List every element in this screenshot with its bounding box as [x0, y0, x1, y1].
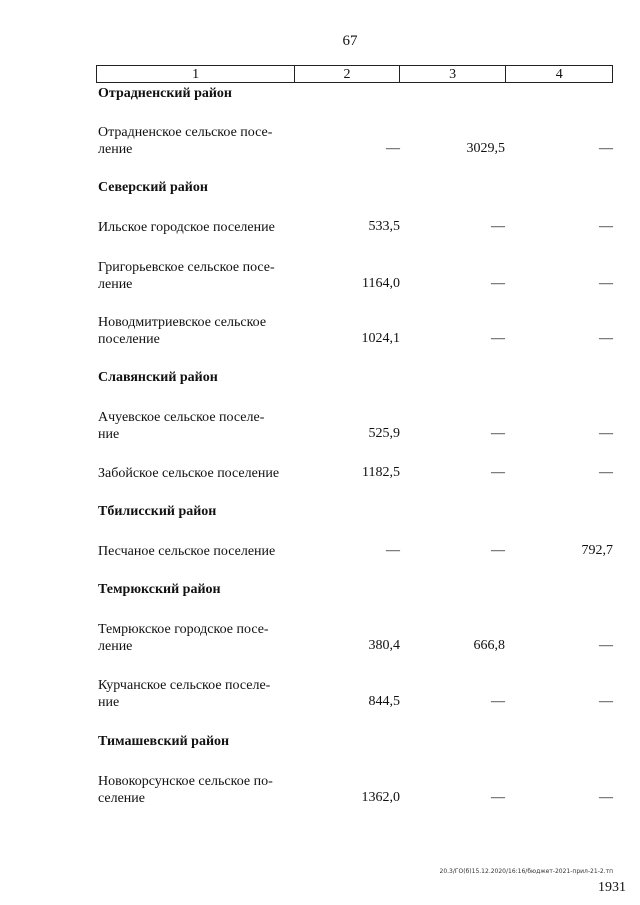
value-col-2: 1024,1 [361, 331, 400, 346]
value-col-4: — [599, 465, 613, 480]
column-header-4: 4 [555, 67, 563, 82]
value-col-3: 666,8 [473, 638, 505, 653]
value-col-4: — [599, 790, 613, 805]
value-col-3: — [491, 219, 505, 234]
value-col-2: — [386, 543, 400, 558]
value-col-2: — [386, 141, 400, 156]
district-title: Отрадненский район [98, 86, 232, 101]
settlement-name: Курчанское сельское поселе- ние [98, 678, 271, 710]
column-header-2: 2 [295, 66, 400, 82]
district-title: Темрюкский район [98, 582, 221, 597]
value-col-2: 525,9 [368, 426, 400, 441]
value-col-4: — [599, 276, 613, 291]
settlement-name: Забойское сельское поселение [98, 466, 280, 481]
settlement-name: Песчаное сельское поселение [98, 544, 276, 559]
settlement-name: Григорьевское сельское посе- ление [98, 260, 275, 292]
district-title: Тимашевский район [98, 734, 230, 749]
page-number: 67 [342, 33, 358, 49]
settlement-name: Отрадненское сельское посе- ление [98, 125, 273, 157]
value-col-2: 533,5 [368, 219, 400, 234]
value-col-4: — [599, 638, 613, 653]
settlement-name: Новокорсунское сельское по- селение [98, 774, 273, 806]
document-code: 20.3/ГО(б)15.12.2020/16:16/бюджет-2021-прил-21-2.тп [439, 868, 613, 875]
column-header-1: 1 [97, 66, 295, 82]
value-col-4: — [599, 219, 613, 234]
settlement-name: Новодмитриевское сельское поселение [98, 315, 267, 347]
value-col-2: 1182,5 [362, 465, 400, 480]
value-col-3: — [491, 331, 505, 346]
value-col-2: 380,4 [368, 638, 400, 653]
stamp-page-number: 1931 [598, 880, 626, 895]
value-col-2: 1362,0 [361, 790, 400, 805]
settlement-name: Ачуевское сельское поселе- ние [98, 410, 265, 442]
value-col-4: — [599, 331, 613, 346]
district-title: Северский район [98, 180, 208, 195]
value-col-4: — [599, 426, 613, 441]
district-title: Тбилисский район [98, 504, 217, 519]
value-col-2: 844,5 [368, 694, 400, 709]
table-header [96, 65, 613, 83]
value-col-2: 1164,0 [362, 276, 400, 291]
value-col-4: 792,7 [581, 543, 613, 558]
value-col-3: — [491, 426, 505, 441]
value-col-3: — [491, 694, 505, 709]
value-col-3: 3029,5 [466, 141, 505, 156]
value-col-4: — [599, 141, 613, 156]
value-col-3: — [491, 543, 505, 558]
value-col-3: — [491, 465, 505, 480]
value-col-4: — [599, 694, 613, 709]
settlement-name: Темрюкское городское посе- ление [98, 622, 269, 654]
value-col-3: — [491, 790, 505, 805]
column-header-3: 3 [400, 66, 507, 82]
settlement-name: Ильское городское поселение [98, 220, 275, 235]
value-col-3: — [491, 276, 505, 291]
district-title: Славянский район [98, 370, 218, 385]
